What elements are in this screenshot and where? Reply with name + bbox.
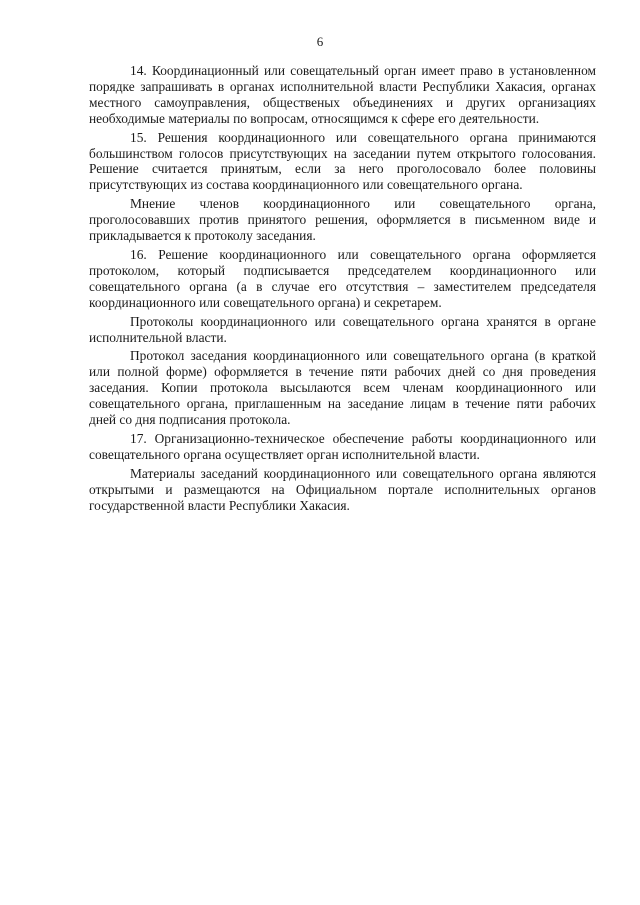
paragraph-17: 17. Организационно-техническое обеспечение работы координационного или совещательного органа осуществляет орган исполнительной власти. [89, 430, 596, 462]
document-body [89, 63, 596, 516]
page-number: 6 [316, 34, 324, 49]
paragraph-17-materials: Материалы заседаний координационного или совещательного органа являются открытыми и размещаются на Официальном портале исполнительных органов государственной власти Республики Хакасия. [89, 465, 596, 513]
paragraph-15: 15. Решения координационного или совещательного органа принимаются большинством голосов присутствующих на заседании путем открытого голосования. Решение считается принятым, если за него проголосовало более половины присутствующих из состава координационного или совещательного органа. [89, 129, 596, 193]
paragraph-16-storage: Протоколы координационного или совещательного органа хранятся в органе исполнительной власти. [89, 313, 596, 345]
paragraph-16-protocol: Протокол заседания координационного или совещательного органа (в краткой или полной форме) оформляется в течение пяти рабочих дней со дня проведения заседания. Копии протокола высылаются всем членам координационного или совещательного органа, приглашенным на заседание лицам в течение пяти рабочих дней со дня подписания протокола. [89, 348, 596, 428]
paragraph-14: 14. Координационный или совещательный орган имеет право в установленном порядке запрашивать в органах исполнительной власти Республики Хакасия, органах местного самоуправления, общественых объединениях и других организациях необходимые материалы по вопросам, относящимся к сфере его деятельности. [89, 63, 596, 126]
paragraph-16: 16. Решение координационного или совещательного органа оформляется протоколом, который подписывается председателем координационного или совещательного органа (а в случае его отсутствия – заместителем председателя координационного или совещательного органа) и секретарем. [89, 246, 596, 310]
paragraph-15-opinion: Мнение членов координационного или совещательного органа, проголосовавших против принятого решения, оформляется в письменном виде и прикладывается к протоколу заседания. [89, 196, 596, 244]
